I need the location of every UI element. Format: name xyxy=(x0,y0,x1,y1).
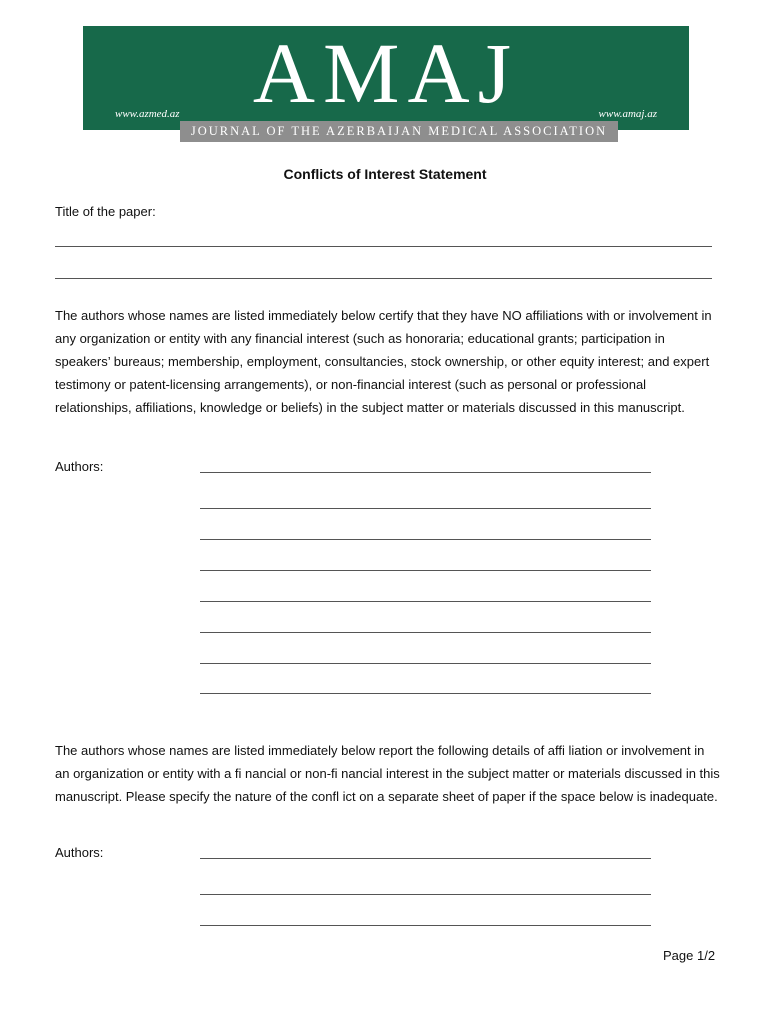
journal-logo: AMAJ xyxy=(252,25,520,121)
authors-label-conflict: Authors: xyxy=(55,845,104,860)
url-left: www.azmed.az xyxy=(115,108,180,120)
author-signature-line[interactable] xyxy=(200,894,651,895)
page-number: Page 1/2 xyxy=(663,948,716,963)
author-signature-line[interactable] xyxy=(200,632,651,633)
author-signature-line[interactable] xyxy=(200,570,651,571)
author-signature-line[interactable] xyxy=(200,472,651,473)
paper-title-line[interactable] xyxy=(55,246,712,247)
journal-banner xyxy=(83,26,689,130)
author-signature-line[interactable] xyxy=(200,539,651,540)
url-right: www.amaj.az xyxy=(598,108,657,120)
author-signature-line[interactable] xyxy=(200,858,651,859)
no-conflict-statement: The authors whose names are listed immediately below certify that they have NO affiliations with or involvement in any organization or entity with any financial interest (such as honoraria; educational grants; participation in speakers’ bureaus; membership, employment, consultancies, stock ownership, or other equity interest; and expert testimony or patent-licensing arrangements), or non-financial interest (such as personal or professional relationships, affiliations, knowledge or beliefs) in the subject matter or materials discussed in this manuscript. xyxy=(55,308,712,415)
paper-title-line[interactable] xyxy=(55,278,712,279)
paper-title-label: Title of the paper: xyxy=(55,204,156,219)
author-signature-line[interactable] xyxy=(200,693,651,694)
author-signature-line[interactable] xyxy=(200,663,651,664)
journal-subtitle: JOURNAL OF THE AZERBAIJAN MEDICAL ASSOCIATION xyxy=(180,121,618,142)
author-signature-line[interactable] xyxy=(200,508,651,509)
authors-label-no-conflict: Authors: xyxy=(55,459,104,474)
conflict-report-statement: The authors whose names are listed immediately below report the following details of affi liation or involvement in an organization or entity with a fi nancial or non-fi nancial interest in the subject matter or materials discussed in this manuscript. Please specify the nature of the confl ict on a separate sheet of paper if the space below is inadequate. xyxy=(55,743,720,804)
author-signature-line[interactable] xyxy=(200,925,651,926)
author-signature-line[interactable] xyxy=(200,601,651,602)
document-title: Conflicts of Interest Statement xyxy=(283,166,487,182)
